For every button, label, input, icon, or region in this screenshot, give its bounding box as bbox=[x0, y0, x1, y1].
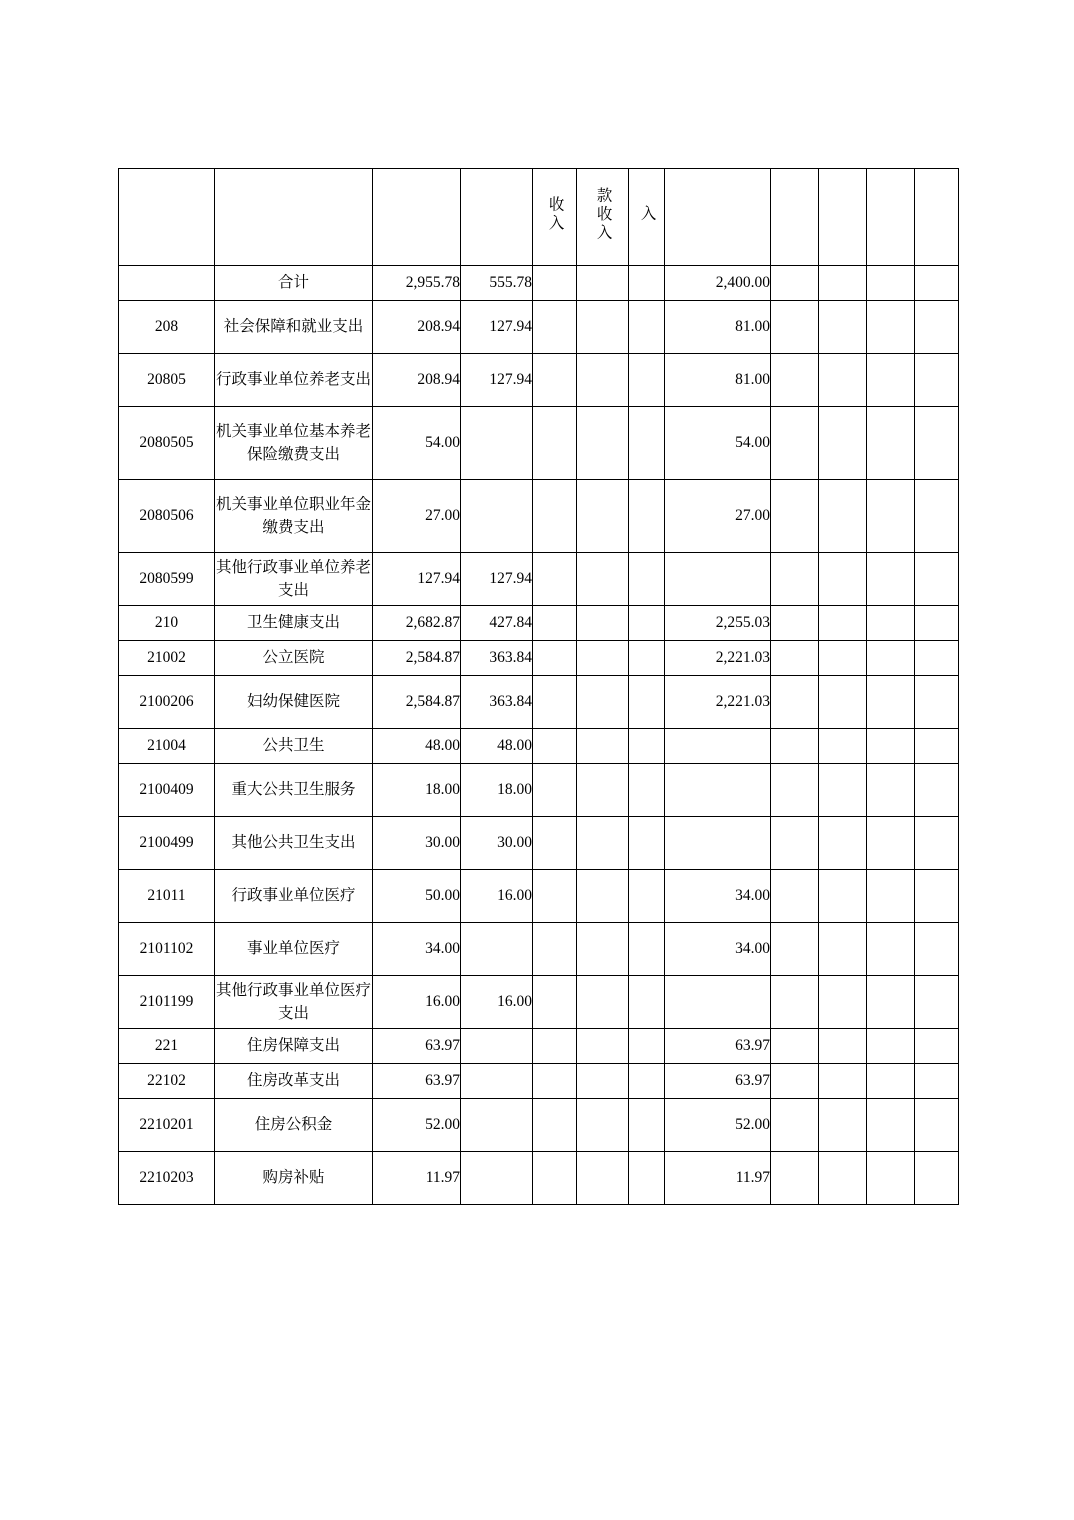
table-row bbox=[119, 266, 959, 301]
header-cell-name bbox=[215, 169, 373, 266]
cell-value-v1: 63.97 bbox=[373, 1029, 461, 1064]
cell-value-v2 bbox=[461, 407, 533, 480]
cell-value-v6: 34.00 bbox=[665, 870, 771, 923]
cell-value-v3 bbox=[533, 1029, 577, 1064]
cell-value-v5 bbox=[629, 1064, 665, 1099]
cell-subject-code: 2080505 bbox=[119, 407, 215, 480]
cell-value-v5 bbox=[629, 407, 665, 480]
cell-value-v3 bbox=[533, 729, 577, 764]
cell-subject-name: 住房公积金 bbox=[215, 1099, 373, 1152]
cell-value-v6: 27.00 bbox=[665, 480, 771, 553]
cell-value-v9 bbox=[867, 641, 915, 676]
cell-value-v3 bbox=[533, 553, 577, 606]
cell-value-v1: 208.94 bbox=[373, 354, 461, 407]
header-cell-extra-2 bbox=[819, 169, 867, 266]
cell-value-v10 bbox=[915, 480, 959, 553]
cell-subject-code: 22102 bbox=[119, 1064, 215, 1099]
cell-value-v7 bbox=[771, 266, 819, 301]
cell-subject-name: 合计 bbox=[215, 266, 373, 301]
table-row bbox=[119, 1099, 959, 1152]
cell-value-v6: 2,221.03 bbox=[665, 676, 771, 729]
cell-value-v10 bbox=[915, 301, 959, 354]
cell-value-v7 bbox=[771, 870, 819, 923]
cell-subject-name: 住房保障支出 bbox=[215, 1029, 373, 1064]
cell-value-v3 bbox=[533, 641, 577, 676]
cell-subject-name: 公立医院 bbox=[215, 641, 373, 676]
cell-subject-code bbox=[119, 266, 215, 301]
cell-value-v1: 127.94 bbox=[373, 553, 461, 606]
cell-value-v7 bbox=[771, 553, 819, 606]
cell-value-v5 bbox=[629, 676, 665, 729]
cell-value-v4 bbox=[577, 553, 629, 606]
cell-value-v3 bbox=[533, 817, 577, 870]
cell-value-v4 bbox=[577, 301, 629, 354]
cell-value-v10 bbox=[915, 870, 959, 923]
cell-value-v5 bbox=[629, 1152, 665, 1205]
cell-value-v8 bbox=[819, 301, 867, 354]
table-row bbox=[119, 870, 959, 923]
cell-value-v8 bbox=[819, 1064, 867, 1099]
table-row bbox=[119, 606, 959, 641]
cell-value-v3 bbox=[533, 976, 577, 1029]
cell-subject-code: 21004 bbox=[119, 729, 215, 764]
cell-value-v1: 18.00 bbox=[373, 764, 461, 817]
header-cell-income-1: 收入 bbox=[533, 169, 577, 266]
cell-value-v10 bbox=[915, 1064, 959, 1099]
cell-subject-code: 2100409 bbox=[119, 764, 215, 817]
cell-value-v7 bbox=[771, 301, 819, 354]
cell-value-v5 bbox=[629, 266, 665, 301]
cell-value-v5 bbox=[629, 817, 665, 870]
cell-value-v8 bbox=[819, 676, 867, 729]
cell-value-v2 bbox=[461, 1064, 533, 1099]
cell-value-v2: 48.00 bbox=[461, 729, 533, 764]
cell-value-v9 bbox=[867, 301, 915, 354]
cell-value-v1: 16.00 bbox=[373, 976, 461, 1029]
cell-value-v2: 30.00 bbox=[461, 817, 533, 870]
table-header-row bbox=[119, 169, 959, 266]
cell-value-v4 bbox=[577, 480, 629, 553]
cell-value-v8 bbox=[819, 976, 867, 1029]
cell-value-v1: 50.00 bbox=[373, 870, 461, 923]
cell-value-v9 bbox=[867, 923, 915, 976]
cell-value-v4 bbox=[577, 1029, 629, 1064]
cell-value-v4 bbox=[577, 676, 629, 729]
cell-value-v1: 2,584.87 bbox=[373, 676, 461, 729]
cell-value-v8 bbox=[819, 641, 867, 676]
cell-value-v10 bbox=[915, 641, 959, 676]
cell-value-v9 bbox=[867, 764, 915, 817]
cell-value-v7 bbox=[771, 641, 819, 676]
cell-value-v1: 2,584.87 bbox=[373, 641, 461, 676]
cell-value-v2: 555.78 bbox=[461, 266, 533, 301]
table-row bbox=[119, 301, 959, 354]
cell-subject-name: 其他公共卫生支出 bbox=[215, 817, 373, 870]
header-cell-extra-4 bbox=[915, 169, 959, 266]
cell-value-v9 bbox=[867, 480, 915, 553]
header-cell-income-2: 款收入 bbox=[577, 169, 629, 266]
cell-value-v5 bbox=[629, 976, 665, 1029]
cell-value-v4 bbox=[577, 641, 629, 676]
cell-value-v7 bbox=[771, 729, 819, 764]
cell-value-v9 bbox=[867, 407, 915, 480]
cell-value-v4 bbox=[577, 266, 629, 301]
cell-value-v6: 54.00 bbox=[665, 407, 771, 480]
cell-value-v3 bbox=[533, 266, 577, 301]
cell-value-v10 bbox=[915, 764, 959, 817]
table-row bbox=[119, 976, 959, 1029]
cell-value-v4 bbox=[577, 1099, 629, 1152]
cell-value-v9 bbox=[867, 676, 915, 729]
table-row bbox=[119, 354, 959, 407]
table-row bbox=[119, 1064, 959, 1099]
cell-value-v10 bbox=[915, 976, 959, 1029]
cell-value-v4 bbox=[577, 1152, 629, 1205]
cell-value-v8 bbox=[819, 606, 867, 641]
cell-value-v8 bbox=[819, 1099, 867, 1152]
cell-value-v10 bbox=[915, 354, 959, 407]
cell-value-v10 bbox=[915, 1029, 959, 1064]
cell-value-v1: 2,682.87 bbox=[373, 606, 461, 641]
cell-subject-code: 21002 bbox=[119, 641, 215, 676]
cell-value-v7 bbox=[771, 1029, 819, 1064]
cell-value-v4 bbox=[577, 407, 629, 480]
cell-value-v8 bbox=[819, 923, 867, 976]
cell-value-v7 bbox=[771, 817, 819, 870]
cell-subject-name: 行政事业单位养老支出 bbox=[215, 354, 373, 407]
cell-value-v8 bbox=[819, 764, 867, 817]
cell-value-v10 bbox=[915, 553, 959, 606]
cell-value-v5 bbox=[629, 606, 665, 641]
cell-subject-code: 2101199 bbox=[119, 976, 215, 1029]
cell-subject-name: 机关事业单位职业年金缴费支出 bbox=[215, 480, 373, 553]
cell-value-v8 bbox=[819, 1029, 867, 1064]
table-row bbox=[119, 729, 959, 764]
header-cell-current-year bbox=[461, 169, 533, 266]
cell-value-v9 bbox=[867, 606, 915, 641]
cell-value-v6 bbox=[665, 817, 771, 870]
cell-value-v3 bbox=[533, 407, 577, 480]
cell-value-v9 bbox=[867, 266, 915, 301]
cell-value-v7 bbox=[771, 407, 819, 480]
cell-value-v2: 16.00 bbox=[461, 976, 533, 1029]
cell-value-v6: 81.00 bbox=[665, 354, 771, 407]
cell-value-v8 bbox=[819, 729, 867, 764]
cell-value-v3 bbox=[533, 676, 577, 729]
cell-value-v8 bbox=[819, 1152, 867, 1205]
cell-value-v3 bbox=[533, 1152, 577, 1205]
cell-value-v7 bbox=[771, 976, 819, 1029]
cell-value-v4 bbox=[577, 976, 629, 1029]
cell-value-v2 bbox=[461, 1029, 533, 1064]
cell-value-v4 bbox=[577, 817, 629, 870]
header-cell-income-3: 入 bbox=[629, 169, 665, 266]
table-row bbox=[119, 676, 959, 729]
cell-value-v4 bbox=[577, 923, 629, 976]
table-row bbox=[119, 1152, 959, 1205]
cell-subject-code: 2100206 bbox=[119, 676, 215, 729]
cell-value-v1: 27.00 bbox=[373, 480, 461, 553]
cell-value-v6: 2,221.03 bbox=[665, 641, 771, 676]
cell-subject-code: 2210201 bbox=[119, 1099, 215, 1152]
cell-value-v2: 427.84 bbox=[461, 606, 533, 641]
cell-subject-name: 重大公共卫生服务 bbox=[215, 764, 373, 817]
cell-subject-name: 购房补贴 bbox=[215, 1152, 373, 1205]
cell-value-v4 bbox=[577, 1064, 629, 1099]
cell-value-v1: 34.00 bbox=[373, 923, 461, 976]
cell-value-v9 bbox=[867, 870, 915, 923]
budget-table bbox=[118, 168, 959, 1205]
cell-value-v7 bbox=[771, 354, 819, 407]
cell-value-v10 bbox=[915, 1099, 959, 1152]
cell-value-v7 bbox=[771, 1099, 819, 1152]
cell-value-v5 bbox=[629, 301, 665, 354]
cell-subject-code: 2101102 bbox=[119, 923, 215, 976]
cell-value-v1: 2,955.78 bbox=[373, 266, 461, 301]
cell-value-v9 bbox=[867, 1029, 915, 1064]
cell-subject-code: 21011 bbox=[119, 870, 215, 923]
cell-subject-name: 住房改革支出 bbox=[215, 1064, 373, 1099]
cell-value-v8 bbox=[819, 817, 867, 870]
cell-value-v6 bbox=[665, 764, 771, 817]
header-cell-other-income bbox=[665, 169, 771, 266]
cell-subject-code: 2080599 bbox=[119, 553, 215, 606]
cell-value-v6: 63.97 bbox=[665, 1029, 771, 1064]
cell-subject-name: 其他行政事业单位医疗支出 bbox=[215, 976, 373, 1029]
cell-value-v5 bbox=[629, 870, 665, 923]
cell-value-v6 bbox=[665, 729, 771, 764]
table-row bbox=[119, 480, 959, 553]
cell-value-v6: 2,400.00 bbox=[665, 266, 771, 301]
cell-value-v6: 2,255.03 bbox=[665, 606, 771, 641]
cell-value-v5 bbox=[629, 641, 665, 676]
cell-value-v6: 11.97 bbox=[665, 1152, 771, 1205]
budget-table-body bbox=[119, 169, 959, 1205]
cell-value-v4 bbox=[577, 764, 629, 817]
cell-value-v3 bbox=[533, 870, 577, 923]
cell-value-v5 bbox=[629, 1029, 665, 1064]
cell-value-v7 bbox=[771, 764, 819, 817]
cell-value-v7 bbox=[771, 480, 819, 553]
cell-value-v10 bbox=[915, 676, 959, 729]
cell-value-v10 bbox=[915, 817, 959, 870]
cell-value-v5 bbox=[629, 764, 665, 817]
cell-value-v6: 81.00 bbox=[665, 301, 771, 354]
cell-value-v8 bbox=[819, 354, 867, 407]
cell-subject-code: 2100499 bbox=[119, 817, 215, 870]
cell-value-v10 bbox=[915, 1152, 959, 1205]
table-row bbox=[119, 764, 959, 817]
cell-value-v7 bbox=[771, 1064, 819, 1099]
header-cell-code bbox=[119, 169, 215, 266]
cell-value-v3 bbox=[533, 923, 577, 976]
cell-value-v3 bbox=[533, 480, 577, 553]
cell-value-v4 bbox=[577, 870, 629, 923]
cell-value-v2 bbox=[461, 923, 533, 976]
cell-value-v6: 52.00 bbox=[665, 1099, 771, 1152]
cell-value-v8 bbox=[819, 553, 867, 606]
cell-value-v2: 363.84 bbox=[461, 676, 533, 729]
cell-value-v6: 34.00 bbox=[665, 923, 771, 976]
cell-value-v8 bbox=[819, 266, 867, 301]
cell-subject-code: 221 bbox=[119, 1029, 215, 1064]
cell-value-v1: 52.00 bbox=[373, 1099, 461, 1152]
cell-value-v7 bbox=[771, 606, 819, 641]
cell-value-v3 bbox=[533, 301, 577, 354]
cell-value-v2: 16.00 bbox=[461, 870, 533, 923]
cell-subject-name: 公共卫生 bbox=[215, 729, 373, 764]
cell-value-v7 bbox=[771, 923, 819, 976]
cell-subject-code: 2210203 bbox=[119, 1152, 215, 1205]
header-cell-total bbox=[373, 169, 461, 266]
cell-subject-name: 卫生健康支出 bbox=[215, 606, 373, 641]
cell-value-v5 bbox=[629, 923, 665, 976]
cell-value-v2: 127.94 bbox=[461, 553, 533, 606]
cell-value-v5 bbox=[629, 1099, 665, 1152]
cell-subject-code: 2080506 bbox=[119, 480, 215, 553]
header-cell-extra-3 bbox=[867, 169, 915, 266]
table-row bbox=[119, 641, 959, 676]
cell-value-v5 bbox=[629, 480, 665, 553]
cell-subject-name: 行政事业单位医疗 bbox=[215, 870, 373, 923]
cell-value-v9 bbox=[867, 729, 915, 764]
table-row bbox=[119, 1029, 959, 1064]
cell-subject-name: 其他行政事业单位养老支出 bbox=[215, 553, 373, 606]
cell-value-v10 bbox=[915, 923, 959, 976]
cell-value-v10 bbox=[915, 606, 959, 641]
cell-value-v6: 63.97 bbox=[665, 1064, 771, 1099]
cell-subject-code: 208 bbox=[119, 301, 215, 354]
cell-value-v5 bbox=[629, 354, 665, 407]
cell-value-v9 bbox=[867, 354, 915, 407]
cell-subject-name: 妇幼保健医院 bbox=[215, 676, 373, 729]
cell-value-v6 bbox=[665, 553, 771, 606]
cell-value-v2: 363.84 bbox=[461, 641, 533, 676]
cell-value-v4 bbox=[577, 606, 629, 641]
cell-value-v5 bbox=[629, 729, 665, 764]
cell-value-v3 bbox=[533, 1064, 577, 1099]
table-row bbox=[119, 817, 959, 870]
cell-value-v1: 54.00 bbox=[373, 407, 461, 480]
cell-value-v8 bbox=[819, 407, 867, 480]
cell-value-v3 bbox=[533, 606, 577, 641]
table-row bbox=[119, 407, 959, 480]
cell-value-v2: 127.94 bbox=[461, 301, 533, 354]
cell-value-v1: 208.94 bbox=[373, 301, 461, 354]
cell-value-v9 bbox=[867, 976, 915, 1029]
cell-value-v2 bbox=[461, 480, 533, 553]
cell-value-v4 bbox=[577, 729, 629, 764]
cell-value-v2: 18.00 bbox=[461, 764, 533, 817]
cell-value-v1: 48.00 bbox=[373, 729, 461, 764]
cell-value-v2 bbox=[461, 1152, 533, 1205]
cell-value-v2 bbox=[461, 1099, 533, 1152]
cell-value-v9 bbox=[867, 553, 915, 606]
cell-value-v9 bbox=[867, 1152, 915, 1205]
cell-value-v9 bbox=[867, 1064, 915, 1099]
header-cell-extra-1 bbox=[771, 169, 819, 266]
cell-value-v7 bbox=[771, 1152, 819, 1205]
cell-subject-name: 社会保障和就业支出 bbox=[215, 301, 373, 354]
cell-value-v3 bbox=[533, 764, 577, 817]
cell-value-v4 bbox=[577, 354, 629, 407]
cell-value-v10 bbox=[915, 266, 959, 301]
cell-value-v8 bbox=[819, 480, 867, 553]
cell-value-v10 bbox=[915, 407, 959, 480]
cell-value-v7 bbox=[771, 676, 819, 729]
cell-value-v1: 63.97 bbox=[373, 1064, 461, 1099]
cell-subject-name: 机关事业单位基本养老保险缴费支出 bbox=[215, 407, 373, 480]
cell-value-v1: 11.97 bbox=[373, 1152, 461, 1205]
cell-subject-code: 20805 bbox=[119, 354, 215, 407]
cell-value-v3 bbox=[533, 1099, 577, 1152]
cell-value-v5 bbox=[629, 553, 665, 606]
cell-value-v2: 127.94 bbox=[461, 354, 533, 407]
table-row bbox=[119, 923, 959, 976]
cell-subject-name: 事业单位医疗 bbox=[215, 923, 373, 976]
cell-value-v9 bbox=[867, 1099, 915, 1152]
cell-subject-code: 210 bbox=[119, 606, 215, 641]
cell-value-v1: 30.00 bbox=[373, 817, 461, 870]
cell-value-v8 bbox=[819, 870, 867, 923]
cell-value-v10 bbox=[915, 729, 959, 764]
table-row bbox=[119, 553, 959, 606]
cell-value-v9 bbox=[867, 817, 915, 870]
cell-value-v6 bbox=[665, 976, 771, 1029]
cell-value-v3 bbox=[533, 354, 577, 407]
